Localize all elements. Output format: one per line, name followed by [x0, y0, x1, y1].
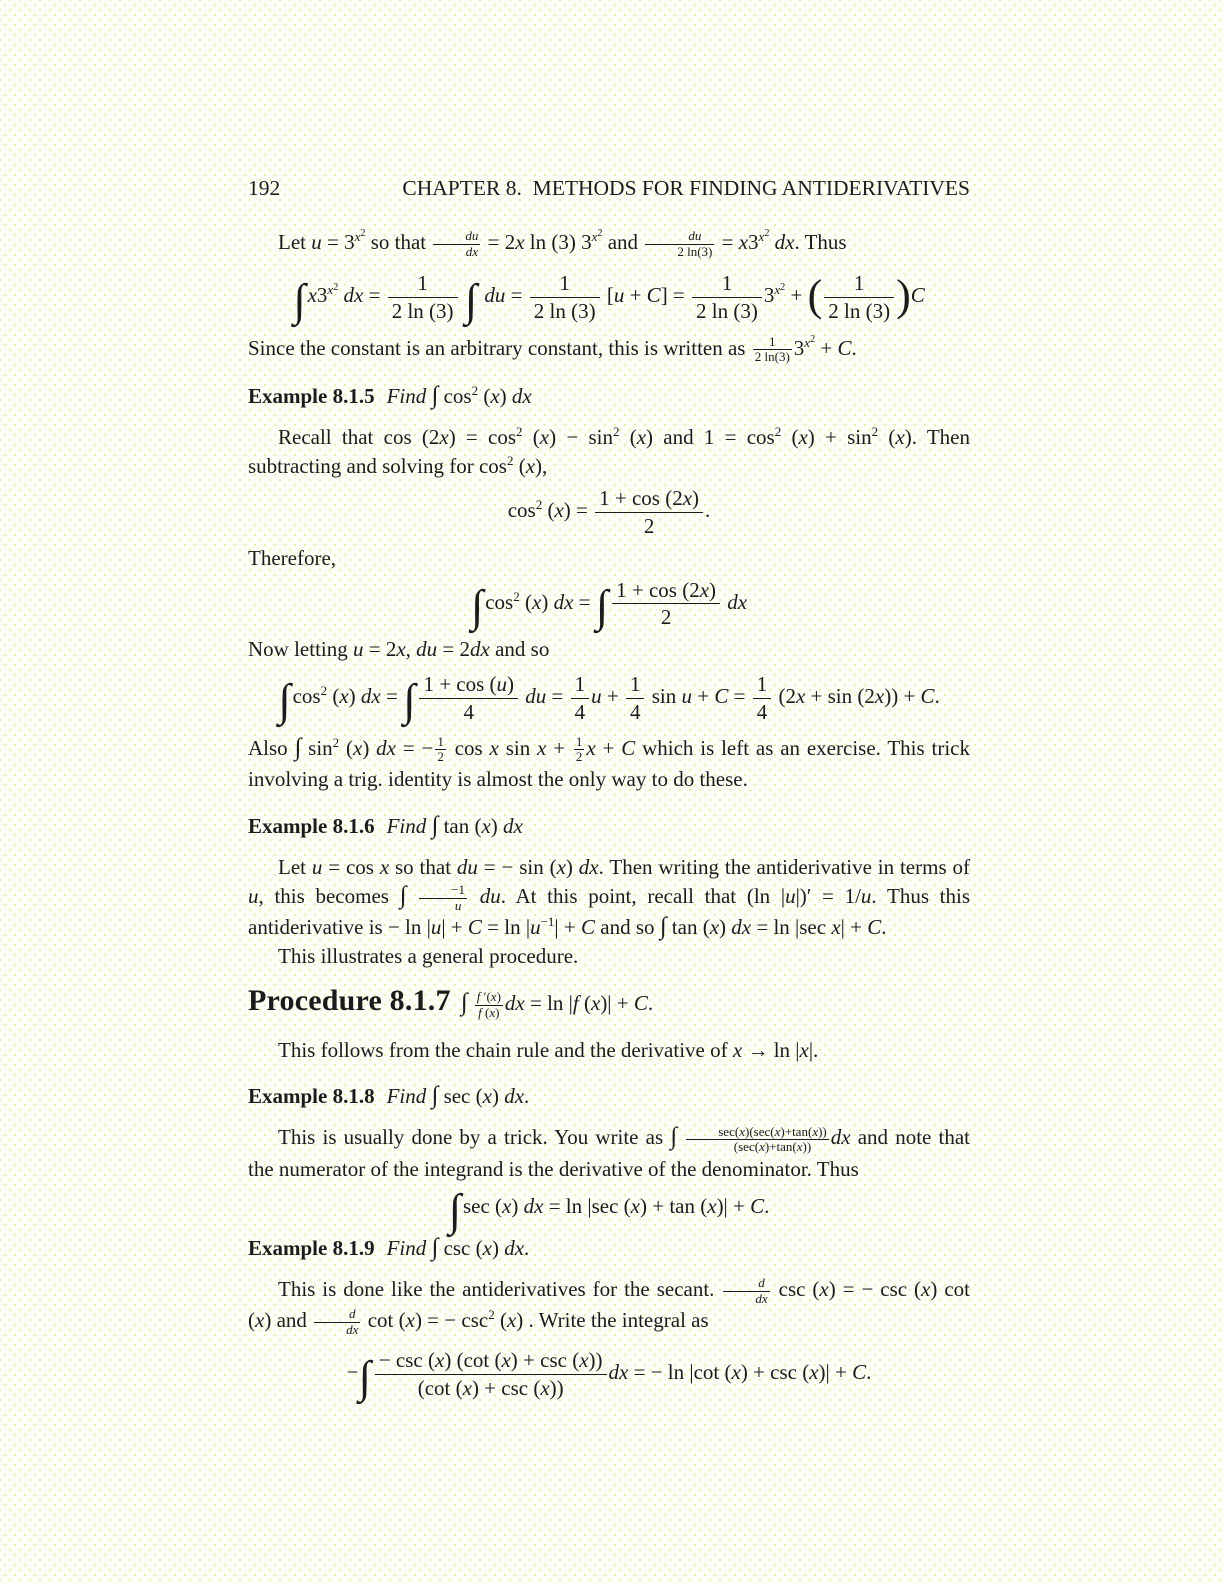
paragraph-recall-identity: Recall that $\cos (2x) = \cos^2 (x) - \sin^2 (x)$ and $1 = \cos^2 (x) + \sin^2 (x)$. Then subtracting and solving for $\cos^2 (x)$,	[248, 424, 970, 479]
equation-csc-result: −∫ − csc (x) (cot (x) + csc (x)) (cot (x) + csc (x)) dx = − ln |cot (x) + csc (x)| + C.	[346, 1348, 872, 1402]
equation-cos-result: $\int\cos^2$ (x) dx = ∫ $\frac{1 + \cos (u)}{4}$ du = $\frac{1}{4}$ u + $\frac{1}{4}$ sin u + C = $\frac{1}{4}$ (2x + sin (2x)) + C.	[278, 672, 940, 726]
line-illustrates-procedure: This illustrates a general procedure.	[278, 944, 579, 969]
paragraph-also-sin-squared: Also ∫ $\sin^2 (x)$ dx = − $\frac{1}{2}$ cos x sin x + $\frac{1}{2}$ x + C which is left as an exercise. This trick involving a trig. identity is almost the only way to do these.	[248, 733, 970, 791]
example-8-1-5-label: Example 8.1.5	[248, 384, 375, 409]
paragraph-sec-trick: This is usually done by a trick. You write as ∫ sec(x)(sec(x)+tan(x)) (sec(x)+tan(x)) dx and note that the numerator of the integrand is the derivative of the denominator. Thus	[248, 1123, 971, 1181]
example-8-1-5-heading	[248, 382, 970, 411]
example-8-1-8-heading	[248, 1082, 970, 1111]
example-8-1-9-statement: Find ∫ csc (x) dx.	[386, 1233, 530, 1261]
text-column	[248, 176, 970, 1412]
example-8-1-8-label: Example 8.1.8	[248, 1084, 375, 1109]
equation-cos-squared-identity: $\cos^2 (x)$ = $\frac{1 + \cos (2x)}{2}$ .	[507, 486, 711, 538]
equation-substitution: $\int x3^{x^2}$ dx = $\frac{1}{2 \ln (3)}$ ∫ du = $\frac{1}{2 \ln (3)}$ [u + C] = $\frac{1}{2 \ln (3)}$ $3^{x^2}$ + ( $\frac{1}{2 \ln (3)}$ )C	[293, 271, 925, 325]
procedure-8-1-7-label: Procedure 8.1.7	[248, 984, 451, 1018]
example-8-1-6-label: Example 8.1.6	[248, 813, 375, 838]
equation-cos-integral: $\int\cos^2$ (x) dx = ∫ $\frac{1 + \cos (2x)}{2}$ dx	[470, 577, 748, 631]
line-therefore: Therefore,	[248, 545, 337, 570]
page-number: 192	[248, 176, 281, 200]
example-8-1-5-statement: Find ∫ $\cos^2 (x)$ dx	[386, 382, 532, 410]
procedure-8-1-7-formula: ∫ $\frac{f '(x)}{f (x)}$ dx = ln |f (x)| + C.	[460, 989, 654, 1020]
procedure-8-1-7-heading	[248, 986, 970, 1020]
example-8-1-9-label: Example 8.1.9	[248, 1235, 375, 1260]
page-header	[248, 176, 970, 201]
paragraph-csc-solution: This is done like the antiderivatives for the secant. $\frac{d}{dx}$ csc (x) = − csc (x) cot (x) and $\frac{d}{dx}$ cot (x) = − $\csc^2 (x)$ . Write the integral as	[248, 1275, 970, 1337]
chapter-title: CHAPTER 8. METHODS FOR FINDING ANTIDERIVATIVES	[402, 176, 970, 200]
paragraph-chain-rule-remark: This follows from the chain rule and the derivative of x → ln |x|.	[278, 1038, 819, 1063]
line-now-letting: Now letting u = 2x, du = 2dx and so	[248, 637, 550, 662]
example-8-1-8-statement: Find ∫ sec (x) dx.	[386, 1082, 530, 1110]
paragraph-substitution-intro: Let $u = 3^{x^2}$ so that $\frac{du}{dx}$ = 2x ln (3) $3^{x^2}$ and $\frac{du}{2 \ln(3)}$ = $x3^{x^2}$ dx. Thus	[278, 228, 847, 259]
example-8-1-6-statement: Find ∫ tan (x) dx	[386, 811, 523, 839]
paragraph-tan-solution: Let u = cos x so that du = − sin (x) dx. Then writing the antiderivative in terms of u, this becomes ∫ $\frac{-1}{u}$ du. At this point, recall that (ln |u|)′ = 1/u. Thus this antiderivative is − $\ln |u| + C = \ln |u^{-1}| + C$ and so ∫ tan (x) dx = ln |sec x| + C.	[248, 854, 971, 941]
example-8-1-6-heading	[248, 812, 970, 841]
equation-sec-result: ∫sec (x) dx = ln |sec (x) + tan (x)| + C.	[448, 1184, 770, 1235]
example-8-1-9-heading	[248, 1234, 970, 1263]
paragraph-arbitrary-constant: Since the constant is an arbitrary constant, this is written as $\frac{1}{2 \ln(3)}$ $3^{x^2} + C$.	[248, 333, 857, 365]
